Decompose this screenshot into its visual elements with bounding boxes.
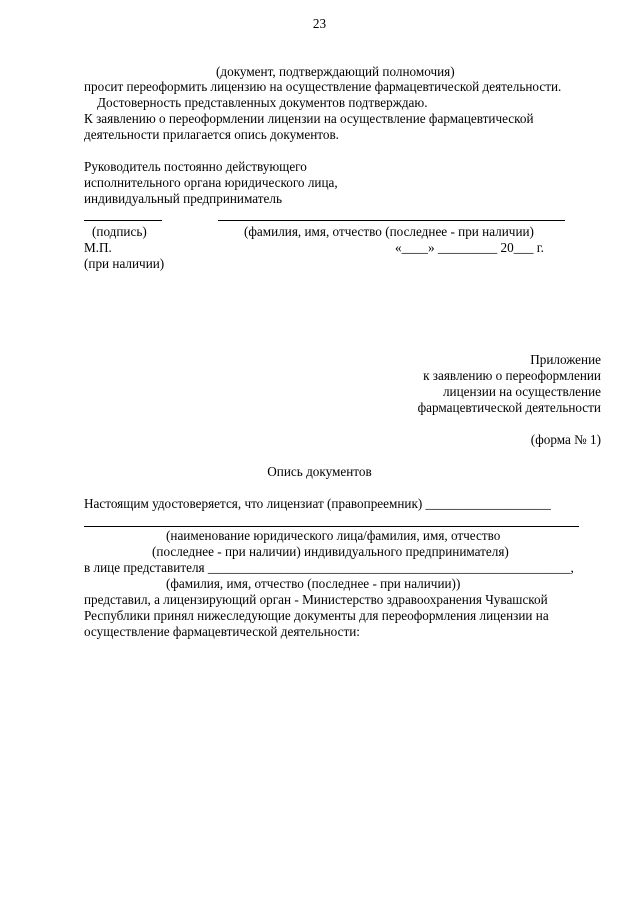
fullname-underline	[218, 220, 565, 221]
head-title-line-1: Руководитель постоянно действующего	[84, 159, 307, 174]
stamp-label: М.П.	[84, 240, 112, 255]
attachment-line-1: К заявлению о переоформлении лицензии на осуществление фармацевтической	[84, 111, 534, 126]
appendix-line-3: лицензии на осуществление	[442, 384, 601, 399]
appendix-line-4: фармацевтической деятельности	[417, 400, 601, 415]
appendix-line-2: к заявлению о переоформлении	[423, 368, 601, 383]
attachment-line-2: деятельности прилагается опись документов.	[84, 127, 339, 142]
date-line: «____» _________ 20___ г.	[395, 240, 544, 255]
representative-line: в лице представителя _______________________________________________________,	[84, 560, 574, 575]
certify-line: Настоящим удостоверяется, что лицензиат (правопреемник) ___________________	[84, 496, 551, 511]
caption-authority-document: (документ, подтверждающий полномочия)	[216, 64, 455, 79]
caption-representative: (фамилия, имя, отчество (последнее - при наличии))	[166, 576, 461, 591]
caption-signature: (подпись)	[92, 224, 147, 239]
confirm-line: Достоверность представленных документов подтверждаю.	[97, 95, 428, 110]
form-number: (форма № 1)	[530, 432, 601, 447]
body-line-2: Республики принял нижеследующие документы для переоформления лицензии на	[84, 608, 549, 623]
body-line-1: представил, а лицензирующий орган - Министерство здравоохранения Чувашской	[84, 592, 548, 607]
caption-fullname: (фамилия, имя, отчество (последнее - при наличии)	[244, 224, 534, 239]
head-title-line-2: исполнительного органа юридического лица,	[84, 175, 338, 190]
inventory-title: Опись документов	[267, 464, 372, 479]
signature-underline	[84, 220, 162, 221]
caption-licensee-name-2: (последнее - при наличии) индивидуального предпринимателя)	[152, 544, 509, 559]
licensee-name-underline	[84, 526, 579, 527]
request-line: просит переоформить лицензию на осуществление фармацевтической деятельности.	[84, 79, 562, 94]
body-line-3: осуществление фармацевтической деятельности:	[84, 624, 360, 639]
stamp-note: (при наличии)	[84, 256, 165, 271]
head-title-line-3: индивидуальный предприниматель	[84, 191, 282, 206]
page-number: 23	[312, 16, 327, 31]
caption-licensee-name-1: (наименование юридического лица/фамилия, имя, отчество	[166, 528, 501, 543]
appendix-line-1: Приложение	[530, 352, 601, 367]
